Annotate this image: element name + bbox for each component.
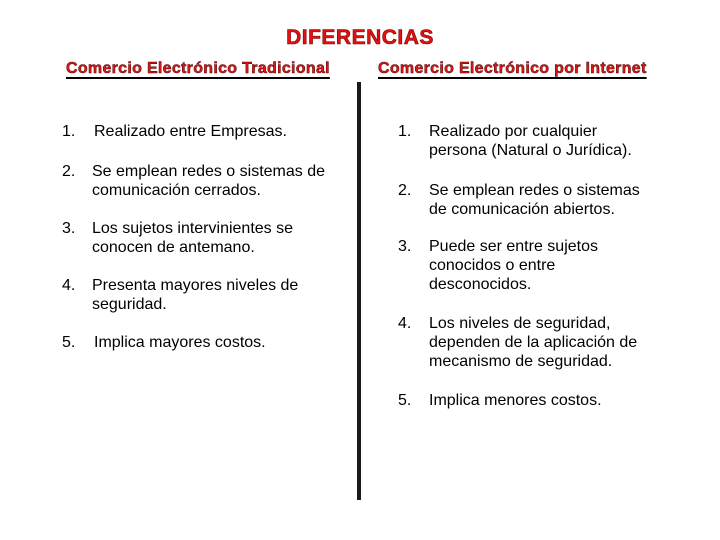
left-list-item — [62, 162, 332, 200]
left-list-item — [62, 276, 332, 314]
column-divider — [357, 82, 361, 500]
left-column-heading: Comercio Electrónico Tradicional — [66, 60, 330, 77]
item-text: Se emplean redes o sistemas de comunicación abiertos. — [429, 182, 640, 218]
item-number: 3. — [62, 220, 76, 237]
left-list-item — [62, 333, 332, 352]
item-number: 5. — [398, 392, 412, 409]
left-list-item — [62, 219, 332, 257]
right-list-item — [398, 237, 660, 294]
item-text: Implica mayores costos. — [94, 334, 266, 351]
item-text: Realizado por cualquier persona (Natural o Jurídica). — [429, 123, 632, 159]
item-text: Los niveles de seguridad, dependen de la aplicación de mecanismo de seguridad. — [429, 315, 638, 370]
item-number: 2. — [398, 182, 412, 199]
left-list-item — [62, 122, 342, 141]
right-column-heading: Comercio Electrónico por Internet — [378, 60, 647, 77]
item-number: 5. — [62, 334, 76, 351]
item-number: 4. — [398, 315, 412, 332]
item-text: Puede ser entre sujetos conocidos o entre desconocidos. — [429, 238, 598, 293]
item-number: 1. — [62, 123, 76, 140]
item-number: 3. — [398, 238, 412, 255]
item-number: 2. — [62, 163, 76, 180]
right-list-item — [398, 122, 658, 160]
page-title: DIFERENCIAS — [286, 26, 434, 49]
item-text: Implica menores costos. — [429, 392, 602, 409]
item-number: 1. — [398, 123, 412, 140]
right-list-item — [398, 391, 660, 410]
item-text: Los sujetos intervinientes se conocen de antemano. — [92, 220, 293, 256]
right-list-item — [398, 181, 660, 219]
item-text: Realizado entre Empresas. — [94, 123, 287, 140]
right-list-item — [398, 314, 660, 371]
item-text: Presenta mayores niveles de seguridad. — [92, 277, 299, 313]
item-text: Se emplean redes o sistemas de comunicación cerrados. — [92, 163, 326, 199]
item-number: 4. — [62, 277, 76, 294]
